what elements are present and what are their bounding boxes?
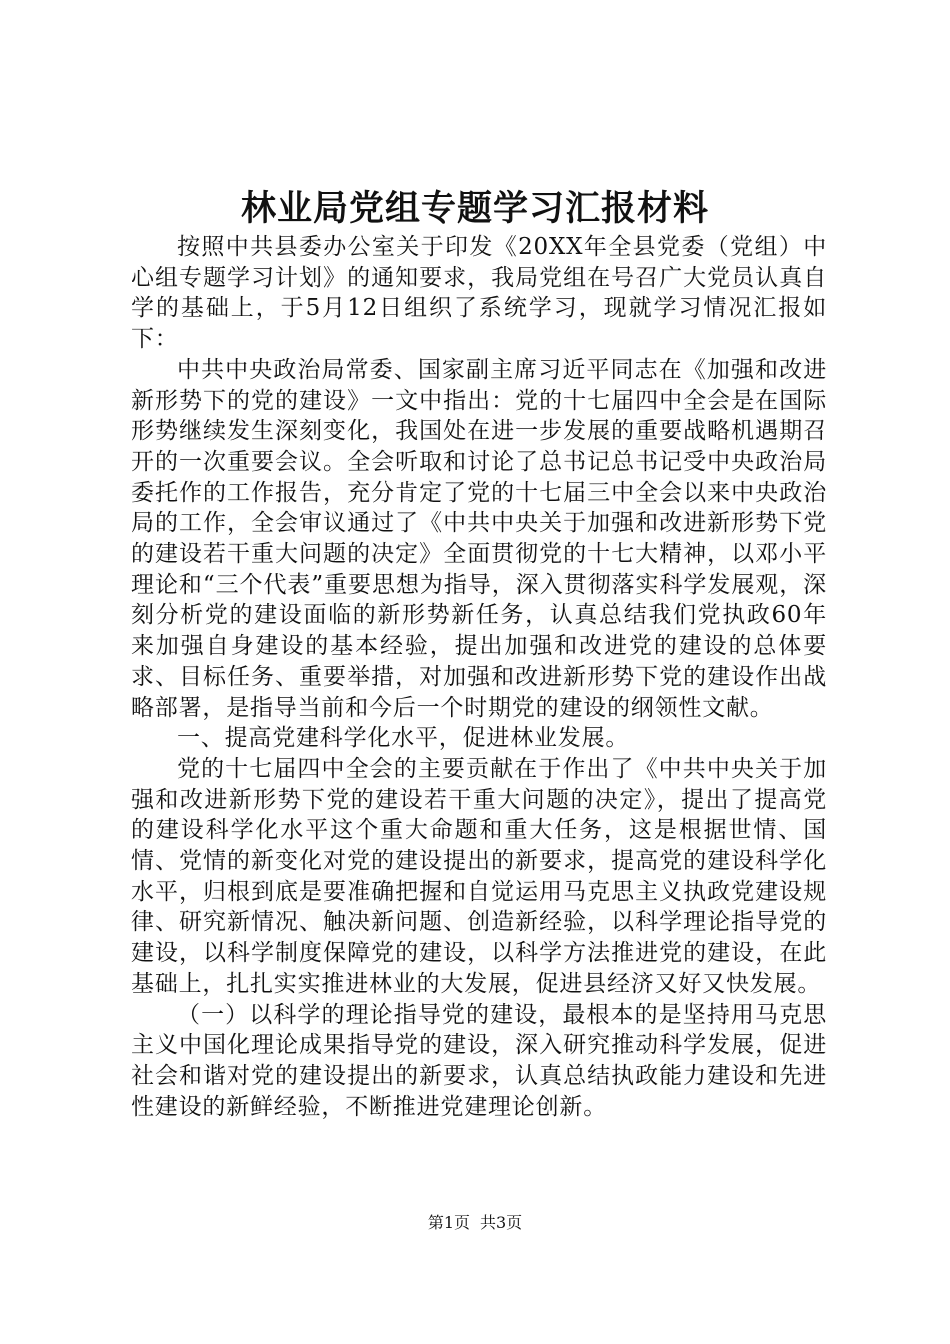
document-title: 林业局党组专题学习汇报材料	[240, 188, 709, 229]
section-heading-1: 一、提高党建科学化水平，促进林业发展。	[177, 725, 630, 752]
paragraph-subsection-1: （一）以科学的理论指导党的建设，最根本的是坚持用马克思主义中国化理论成果指导党的建设，深入研究推动科学发展，促进社会和谐对党的建设提出的新要求，认真总结执政能力建设和先进性建设的新鲜经验，不断推进党建理论创新。	[131, 1001, 827, 1120]
paragraph-intro: 按照中共县委办公室关于印发《20XX年全县党委（党组）中心组专题学习计划》的通知要求，我局党组在号召广大党员认真自学的基础上，于5月12日组织了系统学习，现就学习情况汇报如下：	[131, 234, 827, 353]
document-body	[131, 232, 827, 1122]
paragraph-section-1: 党的十七届四中全会的主要贡献在于作出了《中共中央关于加强和改进新形势下党的建设若干重大问题的决定》，提出了提高党的建设科学化水平这个重大命题和重大任务，这是根据世情、国情、党情的新变化对党的建设提出的新要求，提高党的建设科学化水平，归根到底是要准确把握和自觉运用马克思主义执政党建设规律、研究新情况、触决新问题、创造新经验，以科学理论指导党的建设，以科学制度保障党的建设，以科学方法推进党的建设，在此基础上，扎扎实实推进林业的大发展，促进县经济又好又快发展。	[131, 755, 827, 997]
page-total: 共3页	[480, 1213, 523, 1232]
page-footer	[0, 1211, 950, 1235]
paragraph-background: 中共中央政治局常委、国家副主席习近平同志在《加强和改进新形势下的党的建设》一文中指出：党的十七届四中全会是在国际形势继续发生深刻变化，我国处在进一步发展的重要战略机遇期召开的一次重要会议。全会听取和讨论了总书记总书记受中央政治局委托作的工作报告，充分肯定了党的十七届三中全会以来中央政治局的工作，全会审议通过了《中共中央关于加强和改进新形势下党的建设若干重大问题的决定》全面贯彻党的十七大精神，以邓小平理论和“三个代表”重要思想为指导，深入贯彻落实科学发展观，深刻分析党的建设面临的新形势新任务，认真总结我们党执政60年来加强自身建设的基本经验，提出加强和改进党的建设的总体要求、目标任务、重要举措，对加强和改进新形势下党的建设作出战略部署，是指导当前和今后一个时期党的建设的纲领性文献。	[131, 356, 827, 721]
page-number: 第1页	[427, 1213, 470, 1232]
